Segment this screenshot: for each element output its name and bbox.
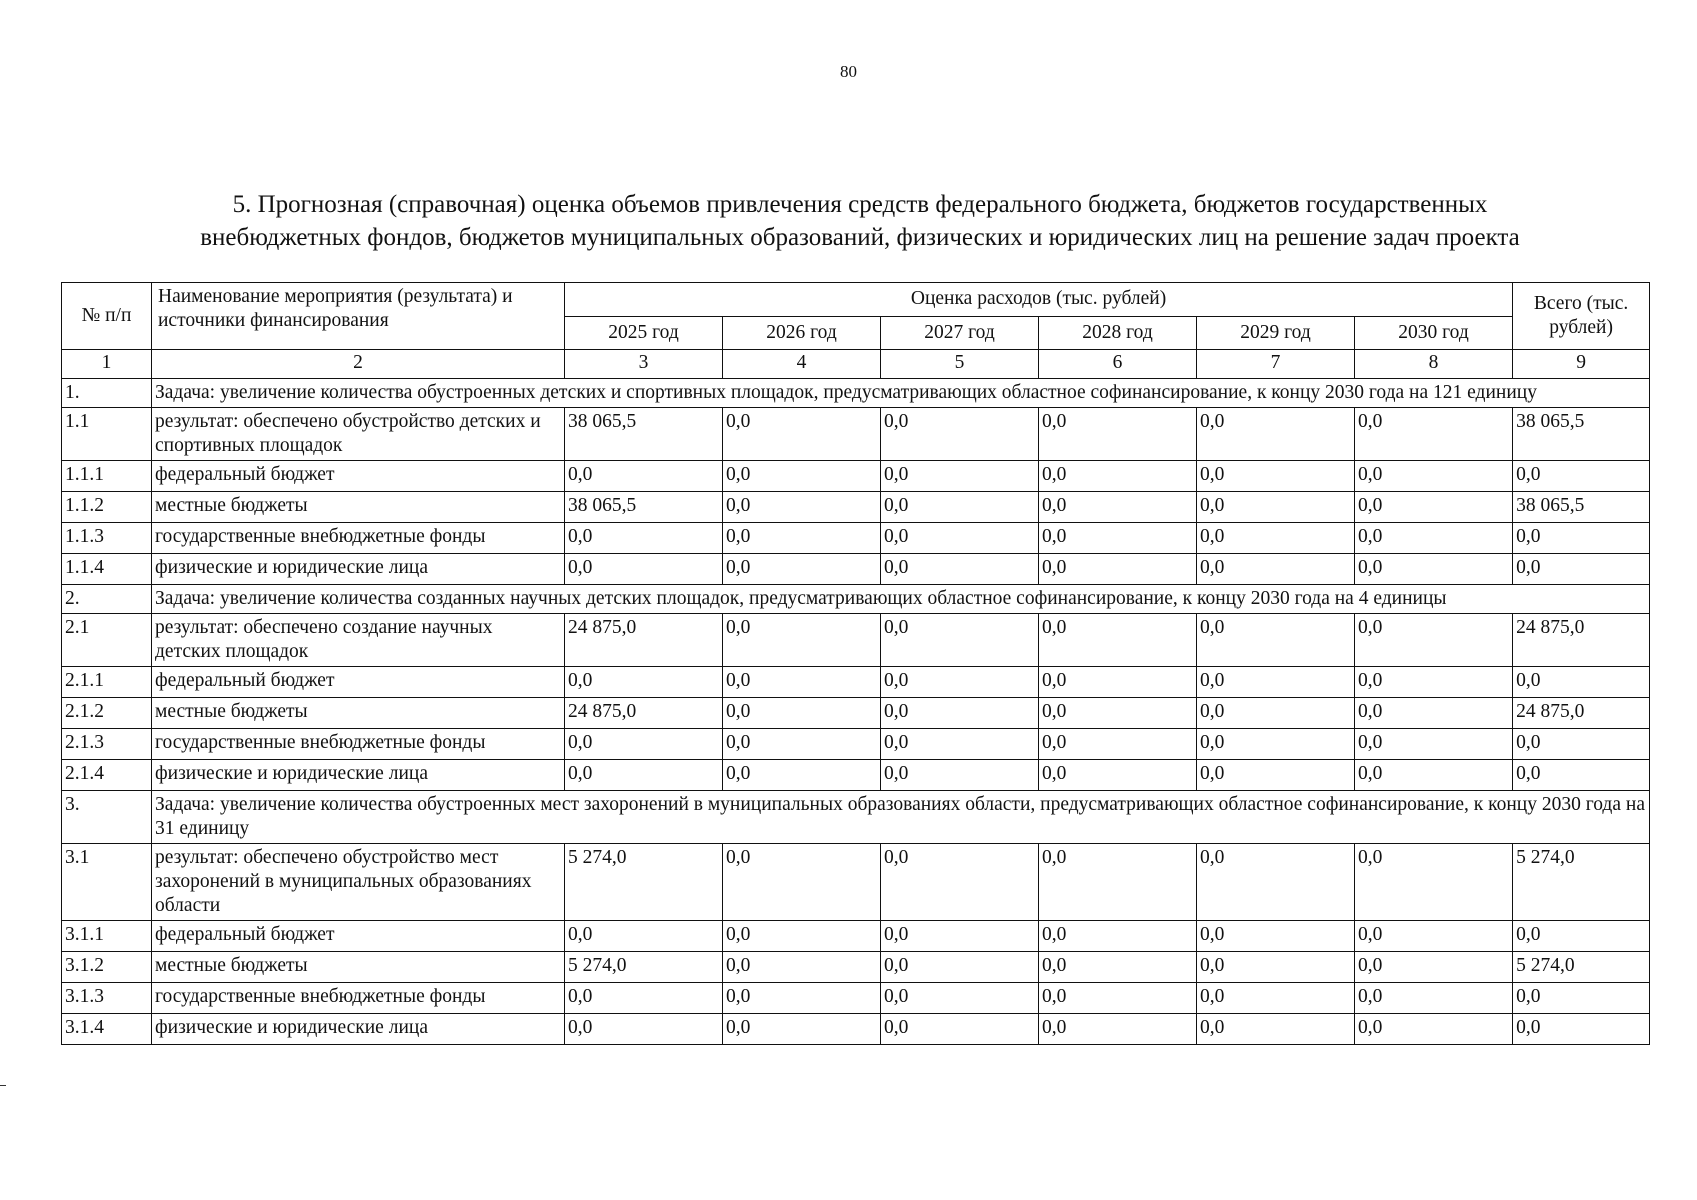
row-value: 0,0 [881,983,1039,1014]
table-row [62,408,1650,461]
row-value: 0,0 [1355,1014,1513,1045]
row-number: 3.1 [62,844,152,921]
row-value: 0,0 [1197,408,1355,461]
row-value: 0,0 [1355,921,1513,952]
header-estimate: Оценка расходов (тыс. рублей) [565,283,1513,317]
row-number: 3.1.3 [62,983,152,1014]
row-value: 0,0 [723,614,881,667]
table-row [62,844,1650,921]
row-number: 1. [62,379,152,408]
row-value: 0,0 [1197,952,1355,983]
row-value: 0,0 [1355,492,1513,523]
row-value: 0,0 [565,461,723,492]
header-year: 2030 год [1355,316,1513,350]
row-value: 0,0 [1039,523,1197,554]
row-number: 3.1.2 [62,952,152,983]
column-number: 7 [1197,350,1355,379]
row-total: 0,0 [1513,554,1650,585]
row-value: 0,0 [1355,667,1513,698]
table-row [62,461,1650,492]
column-number: 8 [1355,350,1513,379]
row-name: физические и юридические лица [152,1014,565,1045]
row-value: 0,0 [1197,492,1355,523]
row-value: 0,0 [1039,983,1197,1014]
row-value: 0,0 [723,1014,881,1045]
row-name: местные бюджеты [152,698,565,729]
row-value: 38 065,5 [565,492,723,523]
row-number: 2.1 [62,614,152,667]
funding-table [61,282,1650,1045]
row-value: 0,0 [723,667,881,698]
row-name: результат: обеспечено обустройство детских и спортивных площадок [152,408,565,461]
row-value: 0,0 [881,461,1039,492]
row-value: 0,0 [723,554,881,585]
row-number: 3.1.1 [62,921,152,952]
row-value: 0,0 [1355,729,1513,760]
column-number: 1 [62,350,152,379]
row-value: 38 065,5 [565,408,723,461]
row-value: 24 875,0 [565,614,723,667]
row-value: 0,0 [881,614,1039,667]
row-value: 0,0 [723,492,881,523]
row-total: 24 875,0 [1513,698,1650,729]
row-number: 1.1.4 [62,554,152,585]
row-number: 2. [62,585,152,614]
row-value: 0,0 [565,1014,723,1045]
row-value: 0,0 [1355,523,1513,554]
row-value: 0,0 [565,760,723,791]
row-value: 0,0 [1355,554,1513,585]
row-value: 0,0 [881,952,1039,983]
row-value: 0,0 [723,983,881,1014]
column-number: 3 [565,350,723,379]
row-value: 0,0 [723,523,881,554]
row-total: 0,0 [1513,667,1650,698]
row-value: 0,0 [723,952,881,983]
row-value: 0,0 [881,760,1039,791]
table-row [62,667,1650,698]
table-row [62,983,1650,1014]
row-number: 1.1 [62,408,152,461]
table-header-row [62,283,1650,317]
row-total: 0,0 [1513,523,1650,554]
document-title [100,188,1620,254]
table-row [62,729,1650,760]
row-value: 0,0 [565,667,723,698]
task-description: Задача: увеличение количества созданных научных детских площадок, предусматривающих областное софинансирование, к концу 2030 года на 4 единицы [152,585,1650,614]
row-value: 0,0 [1039,698,1197,729]
row-total: 24 875,0 [1513,614,1650,667]
column-number: 2 [152,350,565,379]
header-total: Всего (тыс. рублей) [1513,283,1650,350]
row-total: 0,0 [1513,983,1650,1014]
row-value: 0,0 [881,729,1039,760]
row-value: 0,0 [1197,667,1355,698]
row-value: 0,0 [1039,760,1197,791]
row-number: 2.1.1 [62,667,152,698]
table-row [62,492,1650,523]
row-value: 5 274,0 [565,952,723,983]
row-value: 0,0 [1039,492,1197,523]
row-total: 0,0 [1513,461,1650,492]
row-value: 0,0 [1355,461,1513,492]
header-no: № п/п [62,283,152,350]
row-value: 0,0 [1197,983,1355,1014]
row-value: 0,0 [1039,408,1197,461]
row-number: 1.1.1 [62,461,152,492]
row-number: 2.1.2 [62,698,152,729]
row-value: 0,0 [723,408,881,461]
row-value: 0,0 [1197,1014,1355,1045]
table-row [62,760,1650,791]
page-number: 80 [840,62,857,81]
row-value: 0,0 [1039,729,1197,760]
row-value: 0,0 [1197,844,1355,921]
table-row [62,1014,1650,1045]
title-line-1: 5. Прогнозная (справочная) оценка объемов привлечения средств федерального бюджета, бюджетов государственных [232,191,1488,218]
row-value: 0,0 [1197,698,1355,729]
row-total: 0,0 [1513,921,1650,952]
column-number: 6 [1039,350,1197,379]
row-value: 0,0 [723,698,881,729]
row-value: 0,0 [881,921,1039,952]
row-value: 0,0 [1197,760,1355,791]
row-name: результат: обеспечено создание научных детских площадок [152,614,565,667]
row-value: 0,0 [1355,698,1513,729]
row-value: 0,0 [881,667,1039,698]
row-name: государственные внебюджетные фонды [152,983,565,1014]
row-value: 0,0 [1039,921,1197,952]
row-value: 0,0 [723,729,881,760]
row-name: федеральный бюджет [152,921,565,952]
row-value: 24 875,0 [565,698,723,729]
row-name: федеральный бюджет [152,461,565,492]
row-value: 0,0 [723,844,881,921]
table-row [62,921,1650,952]
row-name: физические и юридические лица [152,760,565,791]
row-number: 2.1.3 [62,729,152,760]
row-total: 0,0 [1513,760,1650,791]
row-value: 0,0 [881,698,1039,729]
row-value: 0,0 [1039,461,1197,492]
task-row [62,791,1650,844]
task-row [62,585,1650,614]
column-number: 4 [723,350,881,379]
table-row [62,614,1650,667]
row-value: 0,0 [1197,554,1355,585]
row-value: 0,0 [881,844,1039,921]
table-row [62,554,1650,585]
row-name: местные бюджеты [152,952,565,983]
row-value: 0,0 [1039,952,1197,983]
row-value: 0,0 [565,729,723,760]
row-number: 2.1.4 [62,760,152,791]
row-value: 0,0 [1197,614,1355,667]
row-total: 5 274,0 [1513,844,1650,921]
row-name: физические и юридические лица [152,554,565,585]
header-name: Наименование мероприятия (результата) и источники финансирования [152,283,565,350]
header-year: 2029 год [1197,316,1355,350]
task-description: Задача: увеличение количества обустроенных мест захоронений в муниципальных образованиях области, предусматривающих областное софинансирование, к концу 2030 года на 31 единицу [152,791,1650,844]
title-line-2: внебюджетных фондов, бюджетов муниципальных образований, физических и юридических лиц на решение задач проекта [200,224,1520,251]
row-value: 0,0 [1197,461,1355,492]
column-number: 5 [881,350,1039,379]
margin-mark [0,1085,6,1086]
row-total: 0,0 [1513,729,1650,760]
row-value: 0,0 [1197,729,1355,760]
row-name: местные бюджеты [152,492,565,523]
header-year: 2026 год [723,316,881,350]
row-value: 0,0 [1039,614,1197,667]
row-name: результат: обеспечено обустройство мест захоронений в муниципальных образованиях области [152,844,565,921]
row-value: 0,0 [565,523,723,554]
row-name: государственные внебюджетные фонды [152,729,565,760]
row-value: 0,0 [1355,952,1513,983]
row-name: федеральный бюджет [152,667,565,698]
row-value: 0,0 [1355,408,1513,461]
row-number: 3. [62,791,152,844]
row-value: 0,0 [723,760,881,791]
row-value: 0,0 [1039,667,1197,698]
row-total: 0,0 [1513,1014,1650,1045]
row-value: 0,0 [1197,921,1355,952]
row-value: 5 274,0 [565,844,723,921]
row-value: 0,0 [881,492,1039,523]
row-value: 0,0 [1039,1014,1197,1045]
row-value: 0,0 [723,921,881,952]
row-name: государственные внебюджетные фонды [152,523,565,554]
row-value: 0,0 [881,523,1039,554]
row-value: 0,0 [881,554,1039,585]
row-value: 0,0 [1197,523,1355,554]
row-number: 3.1.4 [62,1014,152,1045]
row-total: 38 065,5 [1513,492,1650,523]
row-value: 0,0 [565,554,723,585]
task-description: Задача: увеличение количества обустроенных детских и спортивных площадок, предусматривающих областное софинансирование, к концу 2030 года на 121 единицу [152,379,1650,408]
row-number: 1.1.2 [62,492,152,523]
row-value: 0,0 [1355,983,1513,1014]
row-value: 0,0 [1355,614,1513,667]
row-value: 0,0 [1355,760,1513,791]
row-value: 0,0 [1039,554,1197,585]
table-row [62,698,1650,729]
header-year: 2028 год [1039,316,1197,350]
column-number-row [62,350,1650,379]
column-number: 9 [1513,350,1650,379]
row-number: 1.1.3 [62,523,152,554]
row-value: 0,0 [1039,844,1197,921]
row-value: 0,0 [723,461,881,492]
header-year: 2027 год [881,316,1039,350]
task-row [62,379,1650,408]
header-year: 2025 год [565,316,723,350]
row-value: 0,0 [1355,844,1513,921]
row-total: 38 065,5 [1513,408,1650,461]
row-value: 0,0 [881,408,1039,461]
row-value: 0,0 [565,983,723,1014]
table-row [62,952,1650,983]
row-value: 0,0 [881,1014,1039,1045]
row-total: 5 274,0 [1513,952,1650,983]
table-row [62,523,1650,554]
row-value: 0,0 [565,921,723,952]
